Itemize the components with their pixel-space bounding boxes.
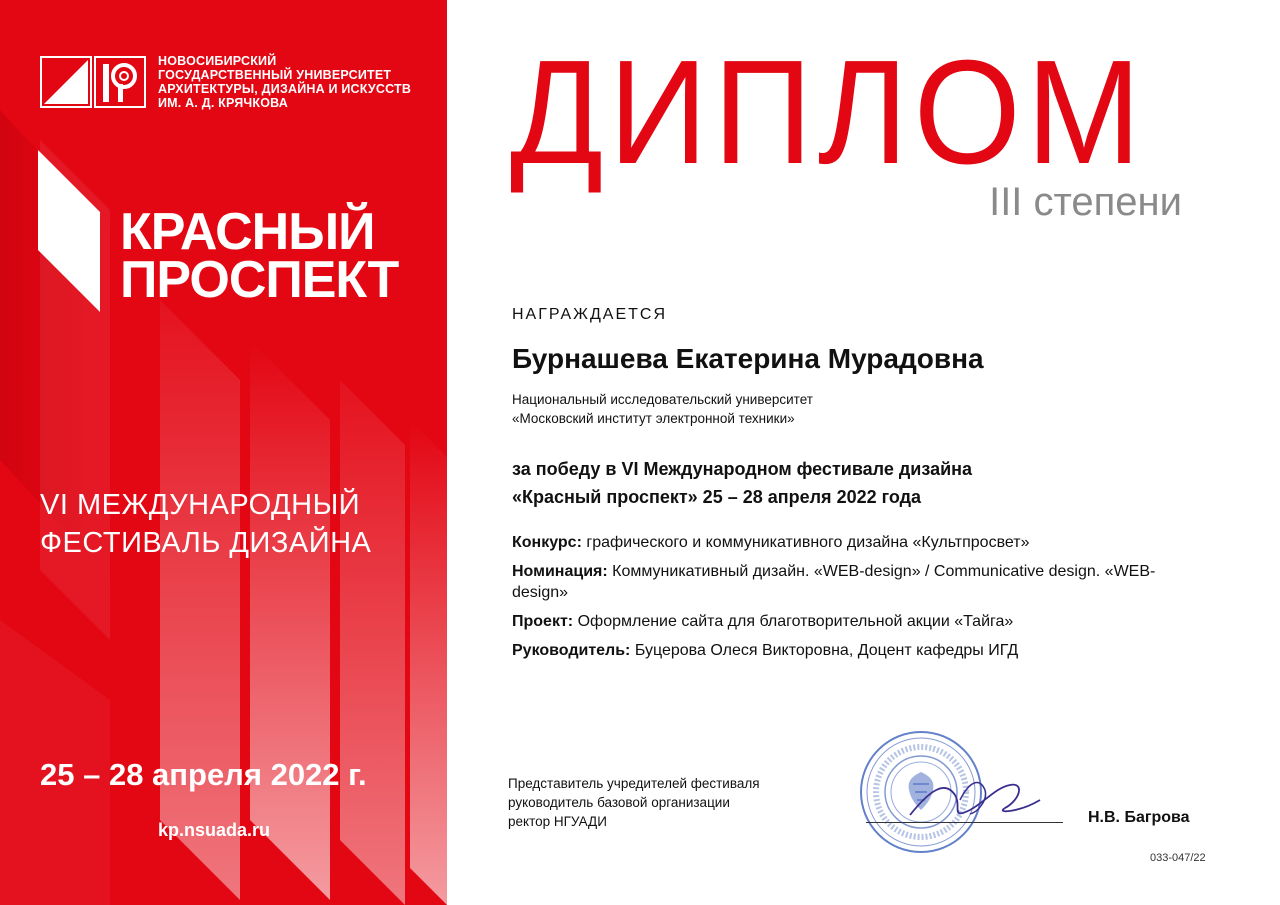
festival-brand: КРАСНЫЙ ПРОСПЕКТ bbox=[120, 203, 399, 309]
festival-dates: 25 – 28 апреля 2022 г. bbox=[40, 757, 367, 792]
detail-row-contest: Конкурс: графического и коммуникативного дизайна «Культпросвет» bbox=[512, 534, 1030, 551]
recipient-organization: Национальный исследовательский университет «Московский институт электронной техники» bbox=[512, 392, 813, 426]
document-number: 033-047/22 bbox=[1150, 852, 1206, 864]
representative-title: Представитель учредителей фестиваля руководитель базовой организации ректор НГУАДИ bbox=[508, 776, 760, 829]
diploma-degree: III степени bbox=[989, 180, 1182, 224]
signer-name: Н.В. Багрова bbox=[1088, 809, 1190, 826]
signature-line bbox=[866, 822, 1063, 823]
university-name: НОВОСИБИРСКИЙ ГОСУДАРСТВЕННЫЙ УНИВЕРСИТЕТ АРХИТЕКТУРЫ, ДИЗАЙНА И ИСКУССТВ ИМ. А. Д. КРЯЧКОВА bbox=[158, 54, 412, 110]
detail-row-supervisor: Руководитель: Буцерова Олеся Викторовна, Доцент кафедры ИГД bbox=[512, 642, 1019, 659]
signature bbox=[900, 770, 1050, 830]
victory-statement: за победу в VI Международном фестивале дизайна «Красный проспект» 25 – 28 апреля 2022 года bbox=[512, 459, 973, 507]
university-logo bbox=[40, 56, 146, 108]
website-link[interactable]: kp.nsuada.ru bbox=[158, 820, 271, 840]
left-panel bbox=[0, 0, 447, 905]
diploma-title: ДИПЛОМ bbox=[510, 30, 1147, 195]
detail-row-nomination: Номинация: Коммуникативный дизайн. «WEB-design» / Communicative design. «WEB-design» bbox=[512, 563, 1156, 601]
award-details bbox=[512, 532, 1162, 669]
awarded-label: НАГРАЖДАЕТСЯ bbox=[512, 306, 667, 323]
recipient-name: Бурнашева Екатерина Мурадовна bbox=[512, 343, 984, 374]
detail-row-project: Проект: Оформление сайта для благотворительной акции «Тайга» bbox=[512, 613, 1014, 630]
festival-name: VI МЕЖДУНАРОДНЫЙ ФЕСТИВАЛЬ ДИЗАЙНА bbox=[40, 489, 372, 559]
